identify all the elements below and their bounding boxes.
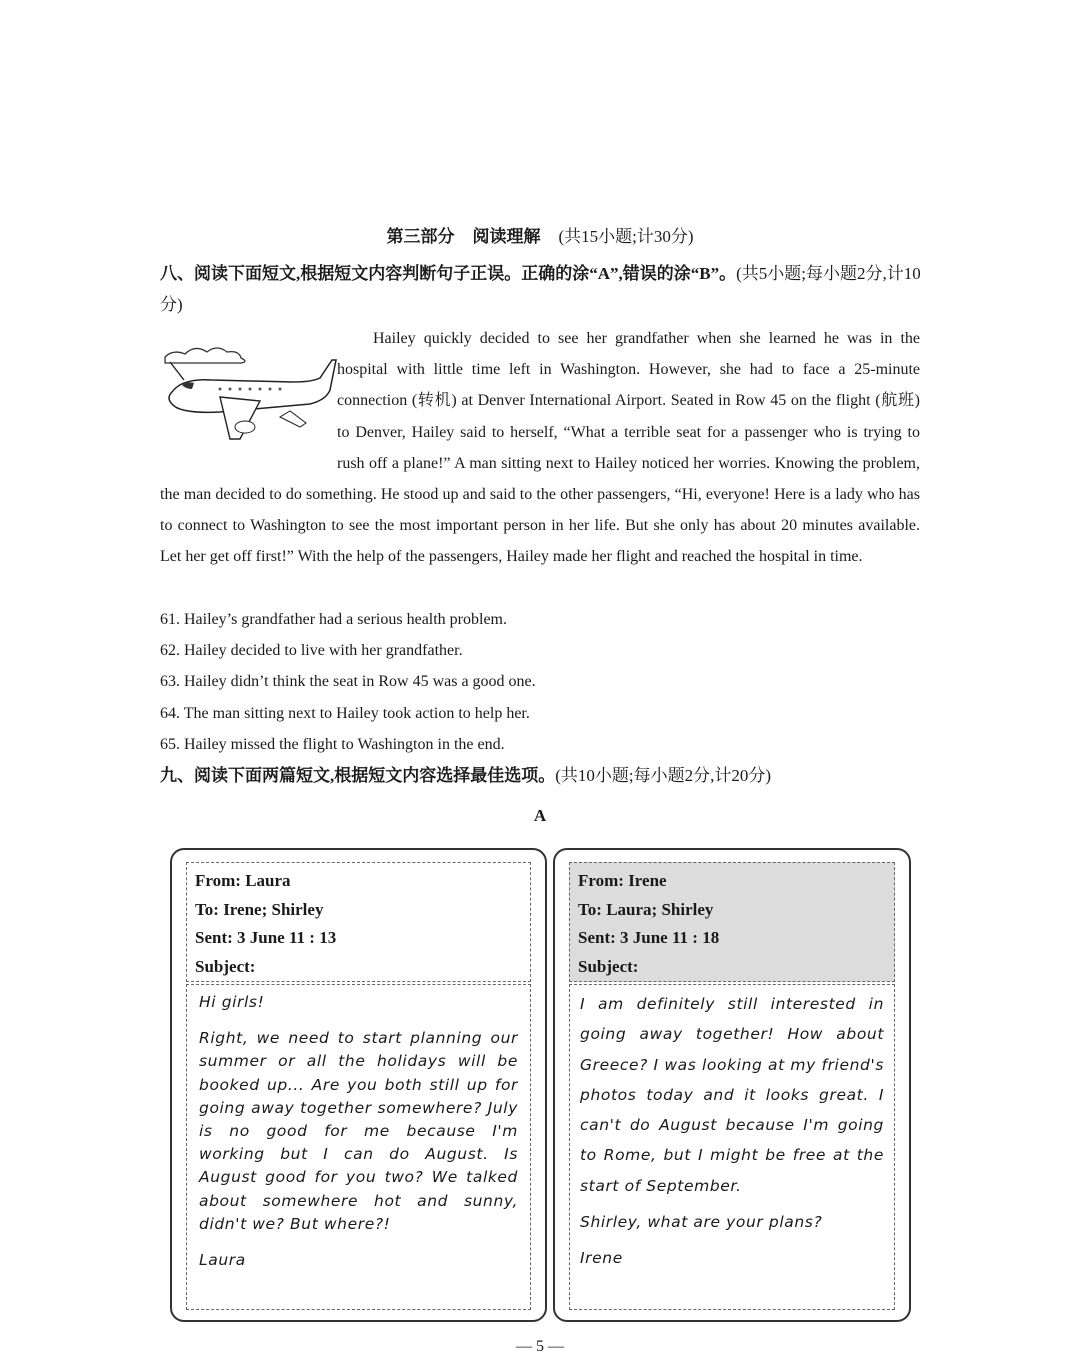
section-9-title: 九、阅读下面两篇短文,根据短文内容选择最佳选项。 bbox=[160, 766, 556, 785]
section-9-heading bbox=[160, 760, 930, 791]
email-from: From: Irene bbox=[578, 871, 667, 890]
email-message: Right, we need to start planning our summer or all the holidays will be booked up... Are you both still up for going away together somewhere? July is no good for me because I'm working but I can do August. Is August good for you two? We talked about somewhere hot and sunny, didn't we? But where?! bbox=[199, 1029, 518, 1233]
email-sent: Sent: 3 June 11 : 13 bbox=[195, 928, 337, 947]
question-64: 64. The man sitting next to Hailey took action to help her. bbox=[160, 704, 530, 722]
email-header bbox=[569, 862, 895, 982]
email-body bbox=[186, 984, 531, 1310]
section-8-heading bbox=[160, 258, 930, 320]
page-number: — 5 — bbox=[516, 1338, 564, 1355]
email-question: Shirley, what are your plans? bbox=[580, 1213, 823, 1232]
email-card-irene bbox=[553, 848, 911, 1322]
email-to: To: Irene; Shirley bbox=[195, 899, 324, 919]
email-sent: Sent: 3 June 11 : 18 bbox=[578, 928, 720, 947]
part-name: 阅读理解 bbox=[472, 227, 541, 246]
email-body bbox=[569, 984, 895, 1310]
email-to: To: Laura; Shirley bbox=[578, 899, 714, 919]
email-subject: Subject: bbox=[578, 956, 639, 976]
section-8-points: (共5小题;每小题2分,计10分) bbox=[160, 264, 921, 314]
question-63: 63. Hailey didn’t think the seat in Row 45 was a good one. bbox=[160, 673, 536, 691]
section-8-title: 八、阅读下面短文,根据短文内容判断句子正误。正确的涂“A”,错误的涂“B”。 bbox=[160, 264, 737, 283]
question-65: 65. Hailey missed the flight to Washington in the end. bbox=[160, 735, 505, 753]
email-signature: Irene bbox=[580, 1249, 623, 1268]
part-title bbox=[0, 222, 1080, 247]
question-61: 61. Hailey’s grandfather had a serious health problem. bbox=[160, 611, 507, 628]
email-card-laura bbox=[170, 848, 547, 1322]
email-subject: Subject: bbox=[195, 956, 256, 976]
question-62: 62. Hailey decided to live with her grandfather. bbox=[160, 642, 463, 660]
section-9-points: (共10小题;每小题2分,计20分) bbox=[555, 766, 772, 785]
airplane-illustration bbox=[160, 327, 337, 452]
passage-a-label: A bbox=[533, 806, 547, 825]
question-list bbox=[160, 604, 536, 760]
email-signature: Laura bbox=[199, 1251, 246, 1270]
part-label: 第三部分 bbox=[386, 227, 455, 246]
email-message: I am definitely still interested in going away together! How about Greece? I was looking at my friend's photos today and it looks great. I can't do August because I'm going to Rome, but I might be free at the start of September. bbox=[580, 995, 884, 1195]
email-header bbox=[186, 862, 531, 982]
email-greeting: Hi girls! bbox=[199, 993, 265, 1011]
part-points: (共15小题;计30分) bbox=[558, 227, 694, 246]
passage-text: Hailey quickly decided to see her grandfather when she learned he was in the hospital with little time left in Washington. However, she had to face a 25-minute connection (转机) at Denver International Airport. Seated in Row 45 on the flight (航班) to Denver, Hailey said to herself, “What a terrible seat for a passenger who is trying to rush off a plane!” A man sitting next to Hailey noticed her worries. Knowing the problem, the man decided to do something. He stood up and said to the other passengers, “Hi, everyone! Here is a lady who has to connect to Washington to see the most important person in her life. But she only has about 20 minutes available. Let her get off first!” With the help of the passengers, Hailey made her flight and reached the hospital in time. bbox=[160, 330, 920, 566]
email-from: From: Laura bbox=[195, 871, 291, 890]
reading-passage bbox=[160, 323, 920, 573]
